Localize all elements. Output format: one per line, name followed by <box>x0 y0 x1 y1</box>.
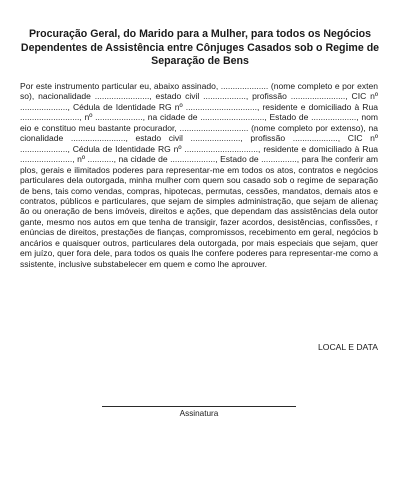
signature-label: Assinatura <box>179 409 219 418</box>
signature-line <box>102 406 296 407</box>
document-title: Procuração Geral, do Marido para a Mulher, para todos os Negócios Dependentes de Assistência entre Cônjuges Casados sob o Regime de Separação de Bens <box>20 28 380 68</box>
place-and-date: LOCAL E DATA <box>317 342 378 352</box>
document-body: Por este instrumento particular eu, abaixo assinado, .................... (nome completo e por extenso), nacionalidade ......................., estado civil .................., profissão ......................., CIC nº ...................., Cédula de Identidade RG nº .............................., residente e domiciliado à Rua ........................., nº ...................., na cidade de ..........................., Estado de ..................., nomeio e constituo meu bastante procurador, ............................. (nome completo por extenso), nacionalidade ......................., estado civil ....................., profissão ..................., CIC nº ...................., Cédula de Identidade RG nº ..............................., residente e domiciliado à Rua ......................, nº ..........., na cidade de ..................., Estado de ..............., para lhe conferir amplos, gerais e ilimitados poderes para representar-me em todos os atos, contratos e negócios particulares dela outorgada, minha mulher com quem sou casado sob o regime de separação de bens, tais como vendas, compras, hipotecas, permutas, cessões, mandatos, demais atos e contratos, públicos e particulares, que sejam de simples administração, que sejam de alienação ou oneração de bens imóveis, direitos e ações, que dependam das assistências dela outorgante, mesmo nos autos em que tenha de transigir, fazer acordos, desistências, confissões, renúncias de direitos, prestações de fianças, compromissos, recebimento em geral, negócios bancários e quaisquer outros, particulares dela outorgada, por mais especiais que sejam, quer em juízo, quer fora dele, para todos os quais lhe confere poderes para representar-me como assistente, inclusive substabelecer em quem e como lhe aprouver. <box>20 81 378 269</box>
